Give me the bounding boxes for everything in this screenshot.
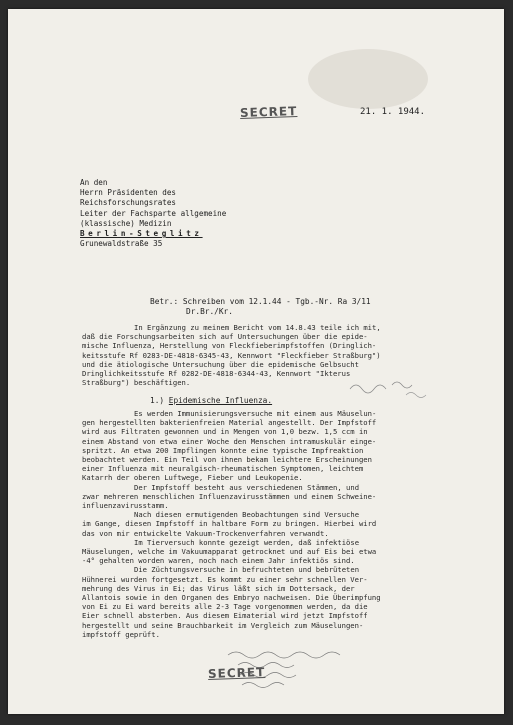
text-line: beobachtet werden. Ein Teil von ihnen bekam leichtere Erscheinungen	[82, 455, 372, 465]
text-line: zwar mehreren menschlichen Influenzavirusstämmen und einem Schweine-	[82, 491, 377, 501]
address-line: (klassische) Medizin	[80, 218, 172, 228]
text-line: gen hergestellten bakterienfreien Material angestellt. Der Impfstoff	[82, 418, 377, 428]
text-line: mehrung des Virus in Ei; das Virus läßt sich im Dottersack, der	[82, 583, 355, 593]
subject-reference	[150, 297, 371, 317]
text-line: Eier schnell absterben. Aus diesem Eimaterial wird jetzt Impfstoff	[82, 611, 368, 621]
text-line: Hühnerei wurden fortgesetzt. Es kommt zu einer sehr schnellen Ver-	[82, 574, 368, 584]
section-number: 1.)	[150, 396, 165, 405]
paper-stain	[308, 49, 428, 109]
text-line: von Ei zu Ei ward bereits alle 2-3 Tage vorgenommen werden, da die	[82, 602, 368, 612]
text-line: daß die Forschungsarbeiten sich auf Untersuchungen über die epide-	[82, 332, 368, 342]
text-line: Nach diesen ermutigenden Beobachtungen sind Versuche	[134, 510, 360, 520]
recipient-address	[80, 178, 226, 249]
secret-stamp-bottom: SECRET	[207, 665, 266, 681]
text-line: impfstoff geprüft.	[82, 629, 160, 639]
text-line: Katarrh der oberen Luftwege, Fieber und Leukopenie.	[82, 473, 303, 483]
subject-initials: Dr.Br./Kr.	[186, 307, 233, 316]
text-line: spritzt. An etwa 200 Impflingen konnte eine typische Impfreaktion	[82, 445, 364, 455]
subject-line: Betr.: Schreiben vom 12.1.44 - Tgb.-Nr. Ra 3/11	[150, 297, 371, 306]
letter-date: 21. 1. 1944.	[360, 107, 426, 117]
address-line: Herrn Präsidenten des	[80, 188, 177, 198]
text-line: das von mir entwickelte Vakuum-Trockenverfahren verwandt.	[82, 528, 329, 538]
text-line: Mäuselungen, welche im Vakuumapparat getrocknet und auf Eis bei etwa	[82, 547, 377, 557]
address-city: Berlin-Steglitz	[80, 229, 203, 239]
text-line: Im Tierversuch konnte gezeigt werden, daß infektiöse	[134, 537, 360, 547]
text-line: -4° gehalten worden waren, noch nach einem Jahr infektiös sind.	[82, 556, 355, 566]
address-line: Leiter der Fachsparte allgemeine	[80, 208, 227, 218]
text-line: mische Influenza, Herstellung von Fleckfieberimpfstoffen (Dringlich-	[82, 341, 377, 351]
text-line: Der Impfstoff besteht aus verschiedenen Stämmen, und	[134, 482, 360, 492]
text-line: In Ergänzung zu meinem Bericht vom 14.8.43 teile ich mit,	[134, 323, 381, 332]
text-line: Allantois sowie in den Organen des Embryo nachweisen. Die Überimpfung	[82, 593, 381, 603]
text-line: influenzavirusstamm.	[82, 501, 169, 511]
secret-stamp-top: SECRET	[239, 104, 298, 120]
text-line: hergestellt und seine Brauchbarkeit im Vergleich zum Mäuselungen-	[82, 620, 364, 630]
section-title: Epidemische Influenza.	[168, 396, 273, 405]
document-page	[8, 9, 504, 714]
pencil-annotation	[348, 375, 438, 401]
text-line: wird aus Filtraten gewonnen und in Mengen von 1,0 bezw. 1,5 ccm in	[82, 427, 368, 437]
text-line: einem Abstand von etwa einer Woche den Menschen intramuskulär einge-	[82, 436, 377, 446]
address-line: Reichsforschungsrates	[80, 198, 177, 208]
text-line: und die ätiologische Untersuchung über die epidemische Gelbsucht	[82, 359, 359, 369]
address-line: An den	[80, 178, 108, 187]
text-line: Es werden Immunisierungsversuche mit einem aus Mäuselun-	[134, 409, 377, 418]
text-line: Straßburg") beschäftigen.	[82, 378, 191, 388]
address-line: Grunewaldstraße 35	[80, 239, 163, 249]
text-line: im Gange, diesen Impfstoff in haltbare Form zu bringen. Hierbei wird	[82, 519, 377, 529]
text-line: Dringlichkeitsstufe Rf 0282-DE-4818-6344-43, Kennwort "Ikterus	[82, 369, 351, 379]
text-line: keitsstufe Rf 0283-DE-4818-6345-43, Kennwort "Fleckfieber Straßburg")	[82, 350, 381, 360]
text-line: Die Züchtungsversuche in befruchteten und bebrüteten	[134, 565, 360, 575]
text-line: einer Influenza mit neuralgisch-rheumatischen Symptomen, leichtem	[82, 464, 364, 474]
section-body	[82, 409, 474, 639]
section-heading	[150, 396, 272, 405]
